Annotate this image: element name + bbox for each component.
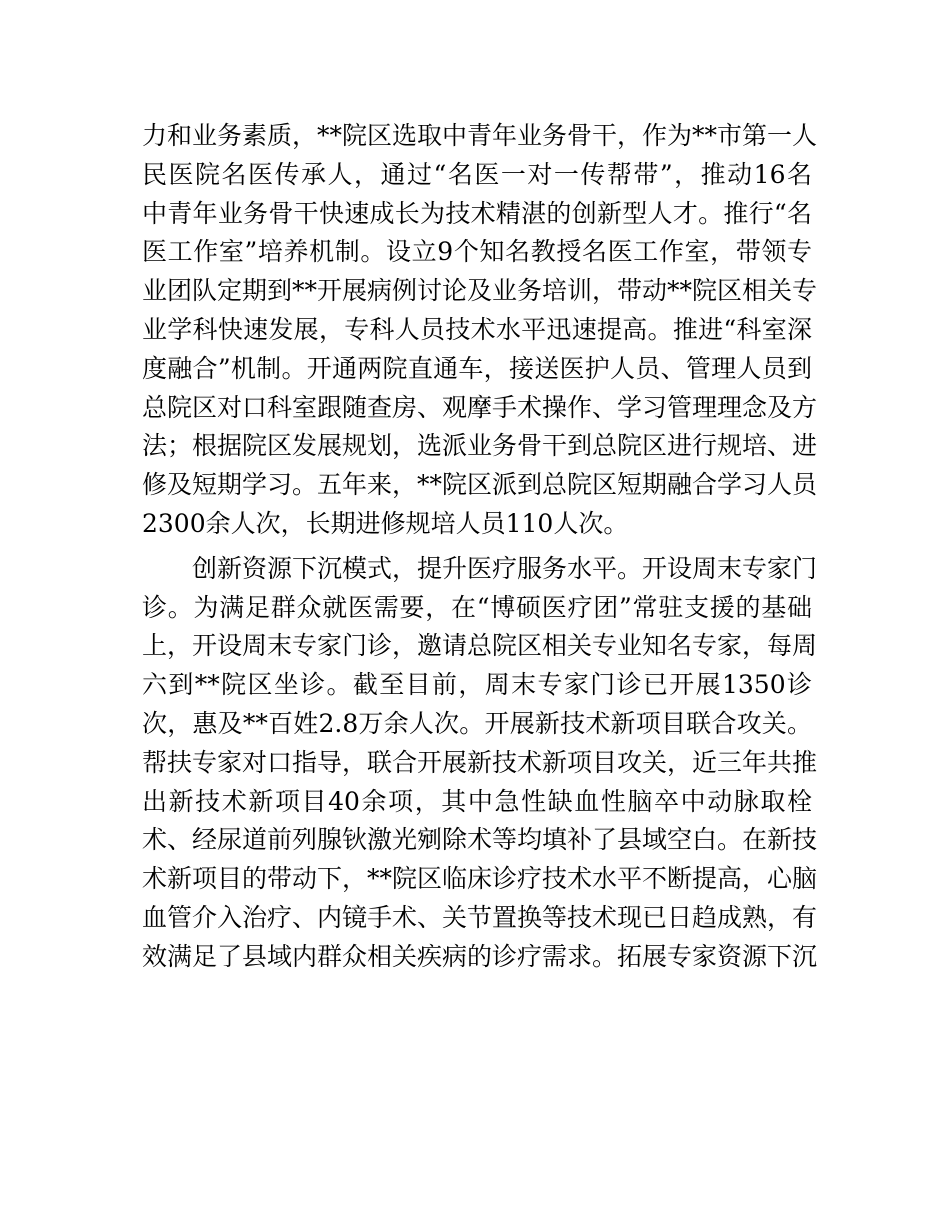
- text-line: 效满足了县域内群众相关疾病的诊疗需求。拓展专家资源下沉: [142, 941, 818, 971]
- text-line: 度融合”机制。开通两院直通车，接送医护人员、管理人员到: [142, 353, 812, 383]
- text-line: 民医院名医传承人，通过“名医一对一传帮带”，推动16名: [142, 159, 812, 189]
- text-line: 2300余人次，长期进修规培人员110人次。: [142, 508, 629, 538]
- text-line: 术新项目的带动下，**院区临床诊疗技术水平不断提高，心脑: [142, 864, 818, 894]
- text-line: 术、经尿道前列腺钬激光剜除术等均填补了县域空白。在新技: [142, 825, 818, 855]
- text-line: 上，开设周末专家门诊，邀请总院区相关专业知名专家，每周: [142, 631, 818, 661]
- text-line: 诊。为满足群众就医需要，在“博硕医疗团”常驻支援的基础: [142, 592, 812, 622]
- paragraph-1: [142, 117, 818, 544]
- text-line: 力和业务素质，**院区选取中青年业务骨干，作为**市第一人: [142, 121, 818, 150]
- text-line: 血管介入治疗、内镜手术、关节置换等技术现已日趋成熟，有: [142, 902, 818, 932]
- text-line: 帮扶专家对口指导，联合开展新技术新项目攻关，近三年共推: [142, 747, 818, 777]
- text-line: 创新资源下沉模式，提升医疗服务水平。开设周末专家门: [142, 553, 818, 583]
- paragraph-2: [142, 550, 818, 977]
- text-line: 法；根据院区发展规划，选派业务骨干到总院区进行规培、进: [142, 431, 818, 461]
- text-line: 六到**院区坐诊。截至目前，周末专家门诊已开展1350诊: [142, 670, 812, 700]
- text-line: 业团队定期到**开展病例讨论及业务培训，带动**院区相关专: [142, 276, 818, 306]
- text-line: 次，惠及**百姓2.8万余人次。开展新技术新项目联合攻关。: [142, 708, 812, 738]
- text-line: 中青年业务骨干快速成长为技术精湛的创新型人才。推行“名: [142, 198, 812, 228]
- text-line: 医工作室”培养机制。设立9个知名教授名医工作室，带领专: [142, 237, 812, 267]
- text-line: 修及短期学习。五年来，**院区派到总院区短期融合学习人员: [142, 470, 818, 500]
- text-line: 总院区对口科室跟随查房、观摩手术操作、学习管理理念及方: [142, 392, 818, 422]
- text-line: 出新技术新项目40余项，其中急性缺血性脑卒中动脉取栓: [142, 786, 812, 816]
- text-line: 业学科快速发展，专科人员技术水平迅速提高。推进“科室深: [142, 314, 812, 344]
- document-body: [142, 117, 818, 977]
